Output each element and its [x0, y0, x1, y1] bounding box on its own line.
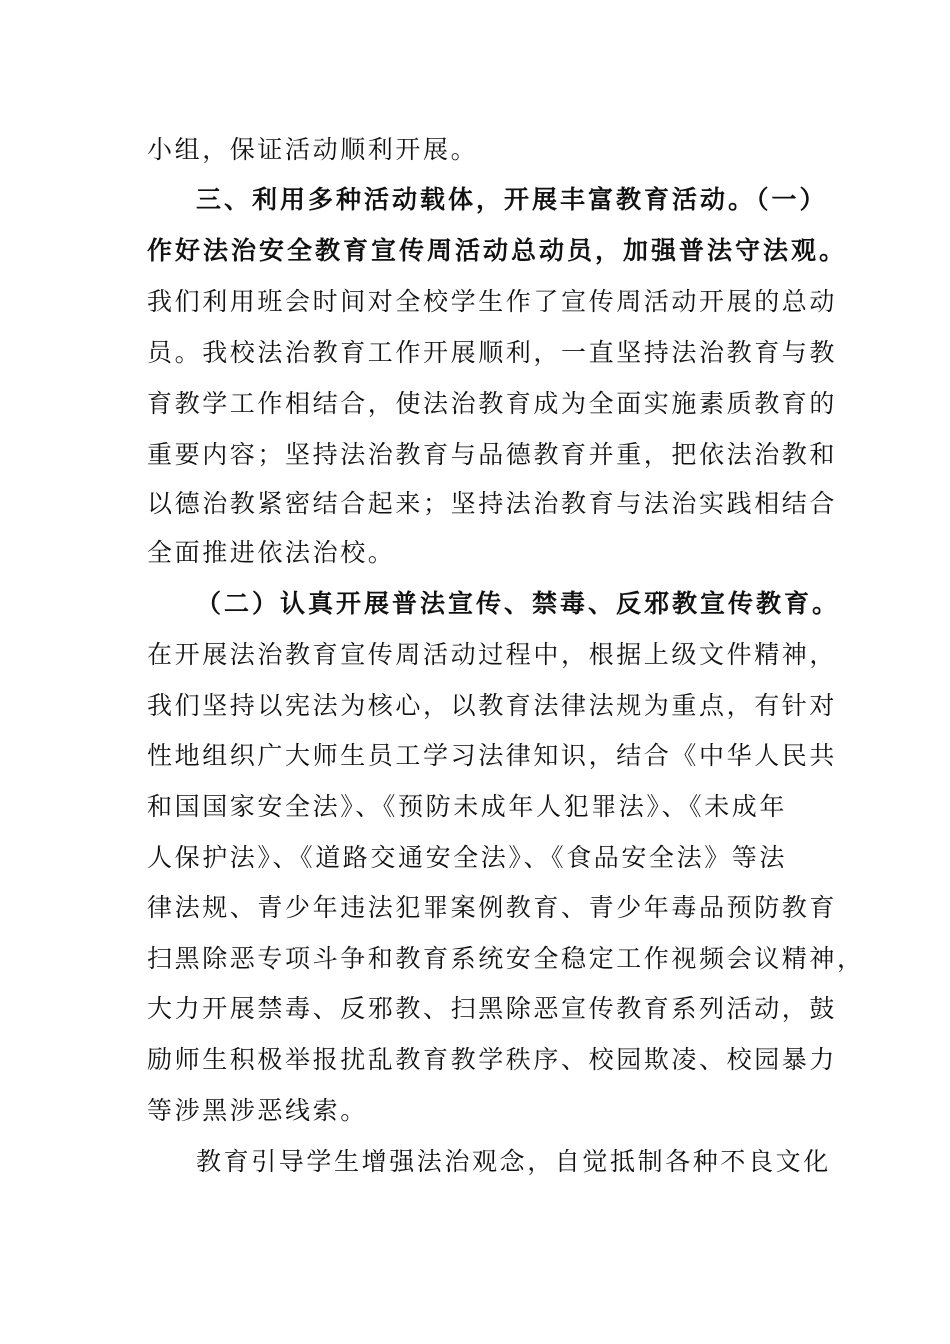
section-heading: （二）认真开展普法宣传、禁毒、反邪教宣传教育。	[196, 589, 841, 618]
text-line: 在开展法治教育宣传周活动过程中，根据上级文件精神，	[147, 640, 838, 669]
text-line: 律法规、青少年违法犯罪案例教育、青少年毒品预防教育	[147, 893, 838, 922]
text-line: 我们利用班会时间对全校学生作了宣传周活动开展的总动	[147, 287, 838, 316]
text-line: 以德治教紧密结合起来；坚持法治教育与法治实践相结合	[147, 489, 838, 518]
section-heading: 作好法治安全教育宣传周活动总动员，加强普法守法观。	[147, 236, 848, 265]
text-line: 励师生积极举报扰乱教育教学秩序、校园欺凌、校园暴力	[147, 1045, 838, 1074]
text-line: 我们坚持以宪法为核心，以教育法律法规为重点，有针对	[147, 691, 838, 720]
section-heading: 三、利用多种活动载体，开展丰富教育活动。（一）	[196, 185, 828, 214]
text-line: 育教学工作相结合，使法治教育成为全面实施素质教育的	[147, 389, 838, 418]
text-line: 等涉黑涉恶线索。	[147, 1096, 368, 1125]
text-line: 小组，保证活动顺利开展。	[147, 135, 479, 164]
text-line: 员。我校法治教育工作开展顺利，一直坚持法治教育与教	[147, 338, 838, 367]
text-line: 和国国家安全法》、《预防未成年人犯罪法》、《未成年	[147, 792, 788, 821]
text-line: 人保护法》、《道路交通安全法》、《食品安全法》等法	[147, 843, 788, 872]
text-line: 教育引导学生增强法治观念，自觉抵制各种不良文化	[196, 1147, 831, 1176]
text-line: 重要内容；坚持法治教育与品德教育并重，把依法治教和	[147, 440, 838, 469]
text-line: 大力开展禁毒、反邪教、扫黑除恶宣传教育系列活动，鼓	[147, 994, 838, 1023]
text-line: 性地组织广大师生员工学习法律知识，结合《中华人民共	[147, 741, 838, 770]
text-line: 扫黑除恶专项斗争和教育系统安全稳定工作视频会议精神，	[147, 944, 865, 973]
text-line: 全面推进依法治校。	[147, 538, 396, 567]
